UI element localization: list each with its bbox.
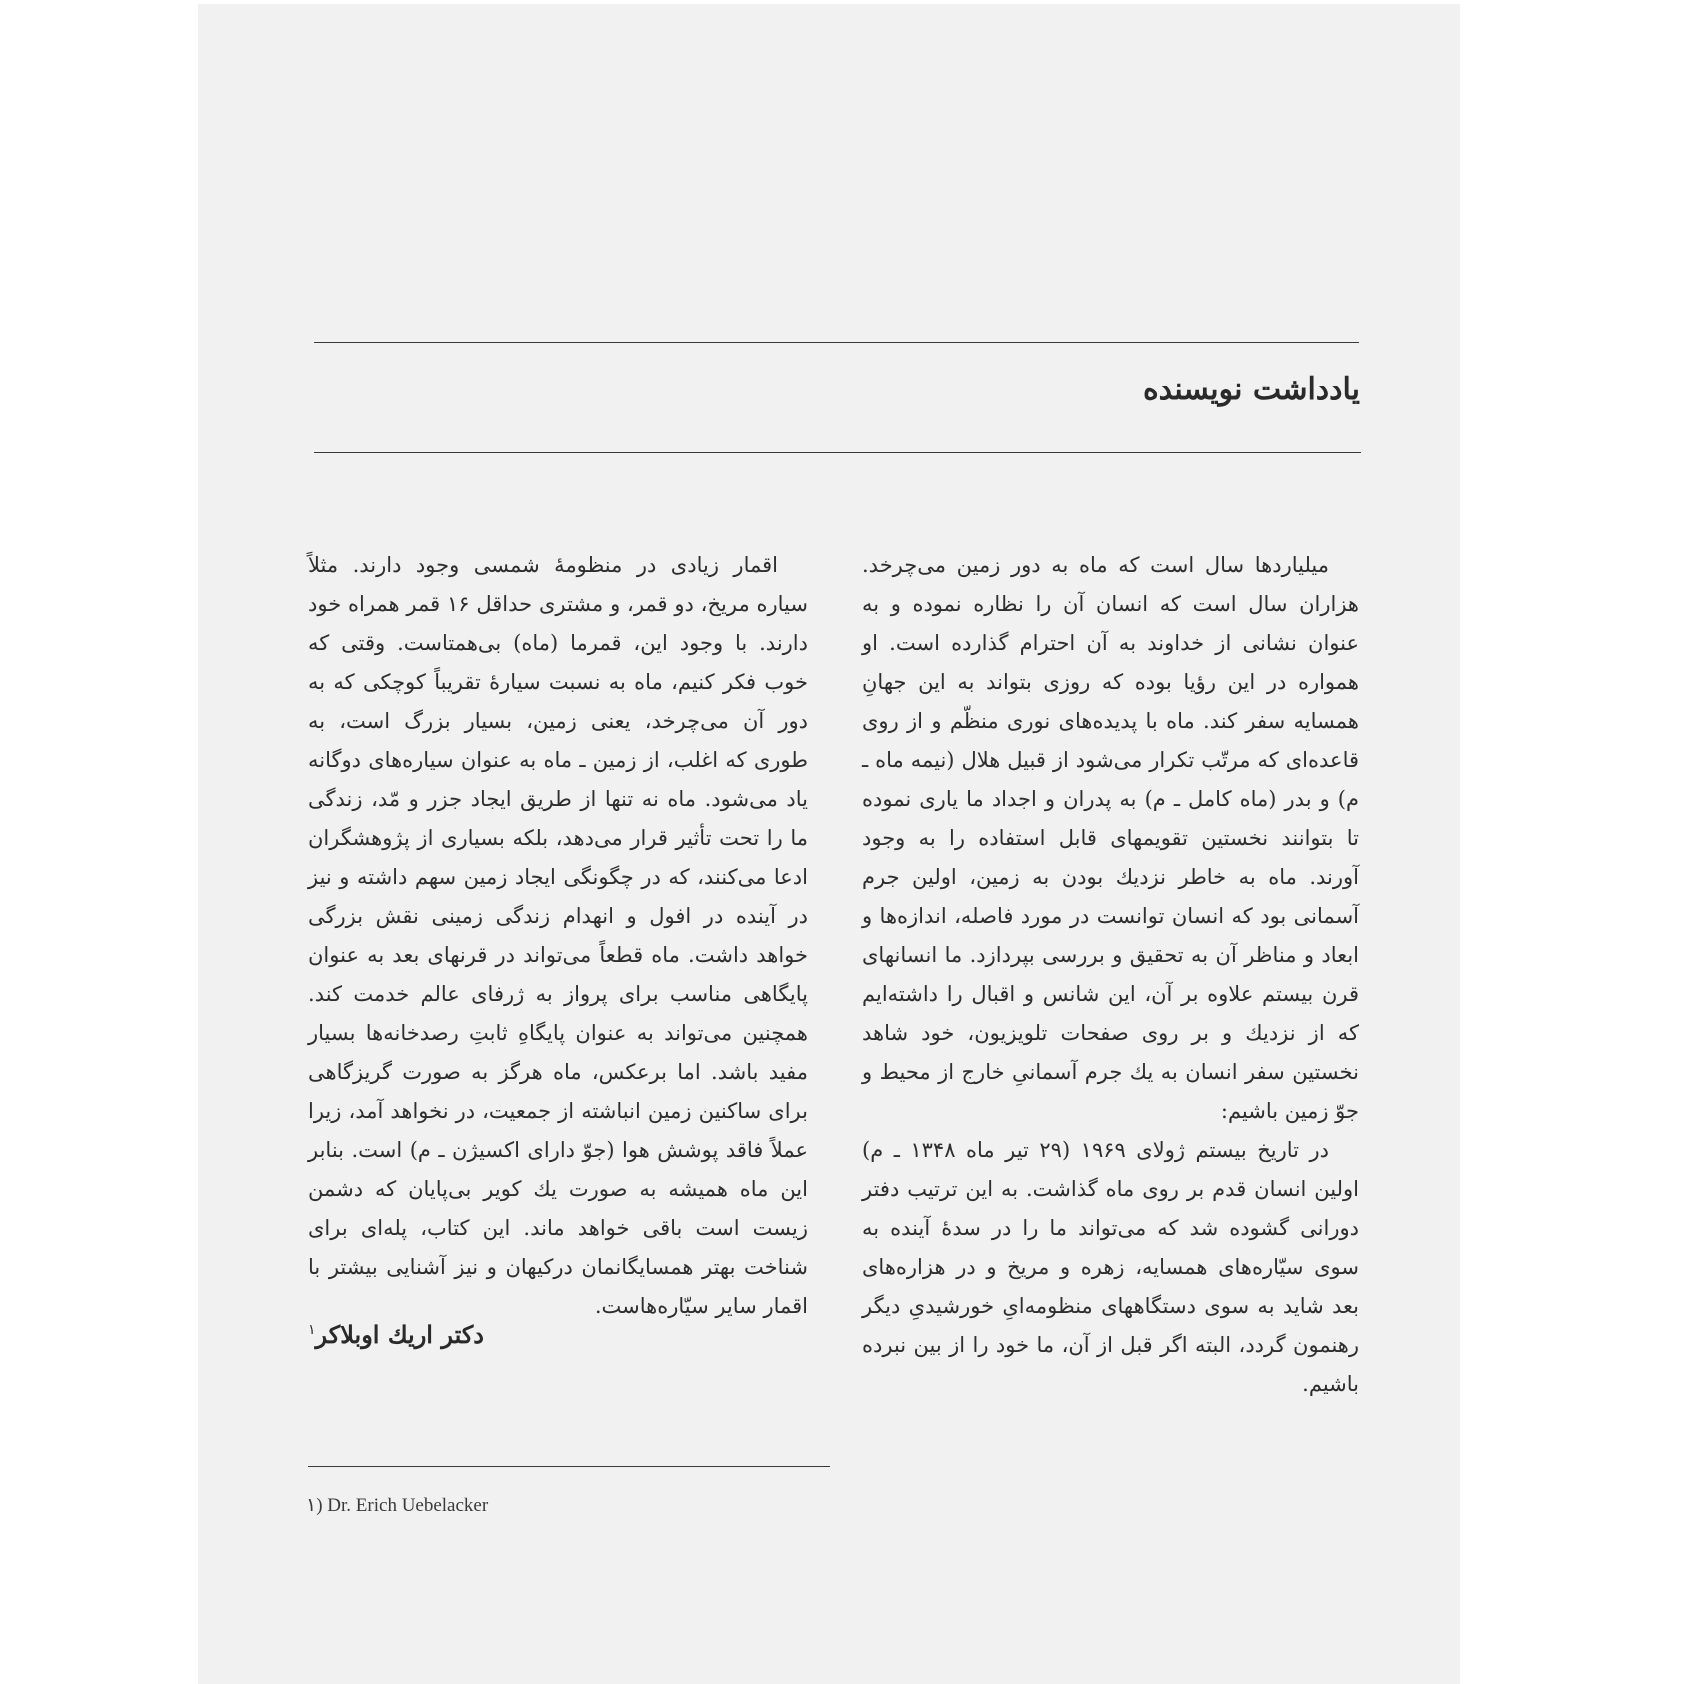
author-signature [308,1320,808,1349]
paragraph: اقمار زیادی در منظومهٔ شمسی وجود دارند. مثلاً سیاره مریخ، دو قمر، و مشتری حداقل ۱۶ قمر همراه خود دارند. با وجود این، قمرما (ماه) بی‌همتاست. وقتی که خوب فکر کنیم، ماه به نسبت سیارهٔ تقریباً کوچکی که به دور آن می‌چرخد، یعنی زمین، بسیار بزرگ است، به طوری که اغلب، از زمین ـ ماه به عنوان سیاره‌های دوگانه یاد می‌شود. ماه نه تنها از طریق ایجاد جزر و مّد، زندگی ما را تحت تأثیر قرار می‌دهد، بلکه بسیاری از پژوهشگران ادعا می‌کنند، که در چگونگی ایجاد زمین سهم داشته و نیز در آینده در افول و انهدام زندگی زمینی نقش بزرگی خواهد داشت. ماه قطعاً می‌تواند در قرنهای بعد به عنوان پایگاهی مناسب برای پرواز به ژرفای عالم خدمت کند. همچنین می‌تواند به عنوان پایگاهِ ثابتِ رصدخانه‌ها بسیار مفید باشد. اما برعکس، ماه هرگز به صورت گریزگاهی برای ساکنین زمین انباشته از جمعیت، در نخواهد آمد، زیرا عملاً فاقد پوشش هوا (جوّ دارای اکسیژن ـ م) است. بنابر این ماه همیشه به صورت یك کویر بی‌پایان که دشمن زیست است باقی خواهد ماند. این کتاب، پله‌ای برای شناخت بهتر همسایگانمان درکیهان و نیز آشنایی بیشتر با اقمار سایر سیّاره‌هاست. [308,553,808,1318]
author-name: دکتر اریك اوبلاکر [315,1320,484,1349]
paragraph: در تاریخ بیستم ژولای ۱۹۶۹ (۲۹ تیر ماه ۱۳۴۸ ـ م) اولین انسان قدم بر روی ماه گذاشت. به این ترتیب دفتر دورانی گشوده شد که می‌تواند ما را در سدهٔ آینده به سوی سیّاره‌های همسایه، زهره و مریخ و در هزاره‌های بعد شاید به سوی دستگاههای منظومه‌ایِ خورشیدیِ دیگر رهنمون گردد، البته اگر قبل از آن، ما خود را از بین نبرده باشیم. [862,1138,1359,1396]
page-title: یادداشت نویسنده [1142,372,1360,407]
footnote-rule [308,1466,830,1467]
text-column-left [308,546,808,1326]
title-rule [314,452,1361,453]
footnote-mark: ۱ [308,1322,316,1338]
text-column-right [862,546,1359,1404]
paragraph: میلیاردها سال است که ماه به دور زمین می‌چرخد. هزاران سال است که انسان آن را نظاره نموده و به عنوان نشانی از خداوند به آن احترام گذارده است. او همواره در این رؤیا بوده که روزی بتواند به این جهانِ همسایه سفر کند. ماه با پدیده‌های نوری منظّم و از روی قاعده‌ای که مرتّب تکرار می‌شود از قبیل هلال (نیمه ماه ـ م) و بدر (ماه کامل ـ م) به پدران و اجداد ما یاری نموده تا بتوانند نخستین تقویمهای قابل استفاده را به وجود آورند. ماه به خاطر نزدیك بودن به زمین، اولین جرم آسمانی بود که انسان توانست در مورد فاصله، اندازه‌ها و ابعاد و مناظر آن به تحقیق و بررسی بپردازد. ما انسانهای قرن بیستم علاوه بر آن، این شانس و اقبال را داشته‌ایم که از نزدیك و بر روی صفحات تلویزیون، خود شاهد نخستین سفر انسان به یك جرم آسمانیِ خارج از محیط و جوّ زمین باشیم: [862,553,1359,1123]
top-rule [314,342,1359,343]
footnote: ١) Dr. Erich Uebelacker [306,1495,489,1516]
